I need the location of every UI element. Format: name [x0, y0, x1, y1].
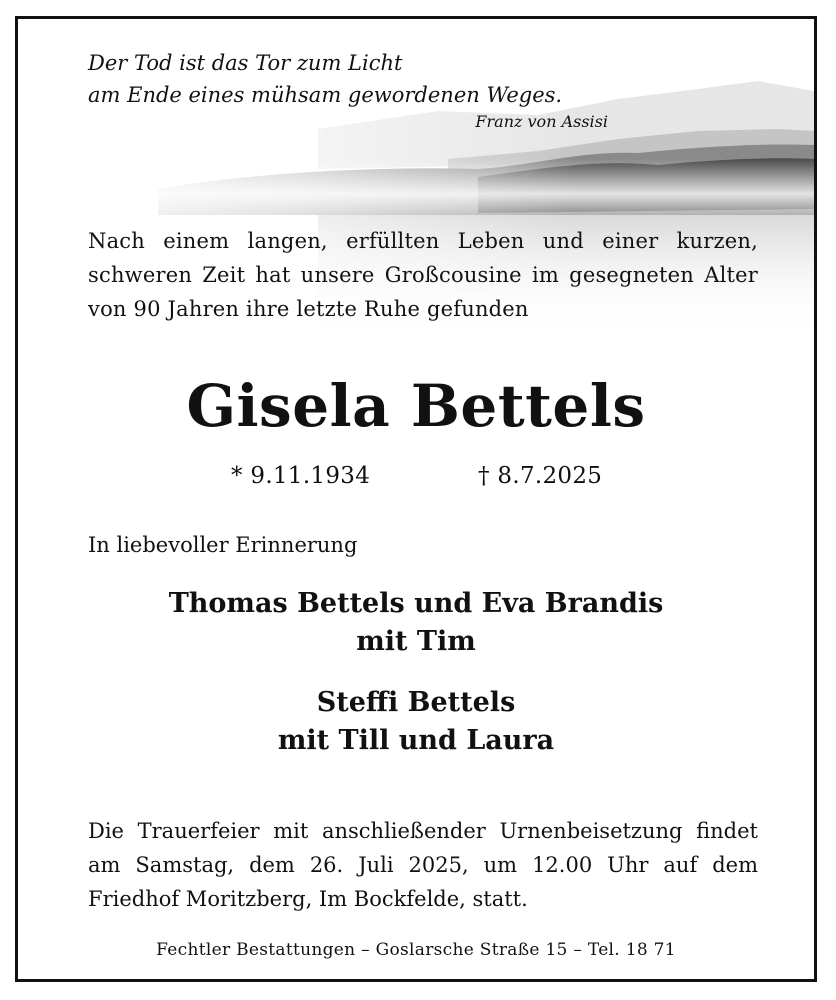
family-group-1-line-2: mit Tim	[356, 626, 476, 657]
quote-block	[88, 47, 608, 135]
quote-author: Franz von Assisi	[475, 112, 608, 131]
quote-line-1: Der Tod ist das Tor zum Licht	[88, 51, 403, 75]
family-group-1	[18, 585, 814, 661]
service-text: Die Trauerfeier mit anschließender Urnenbeisetzung findet am Samstag, dem 26. Juli 2025, um 12.00 Uhr auf dem Friedhof Moritzberg, Im Bockfelde, statt.	[88, 819, 758, 911]
family-group-1-line-1: Thomas Bettels und Eva Brandis	[168, 588, 664, 619]
family-group-2-line-2: mit Till und Laura	[277, 725, 555, 756]
obituary-frame	[15, 16, 817, 982]
intro-text: Nach einem langen, erfüllten Leben und einer kurzen, schweren Zeit hat unsere Großcousine im gesegneten Alter von 90 Jahren ihre letzte Ruhe gefunden	[88, 229, 758, 321]
death-date: † 8.7.2025	[478, 463, 603, 489]
funeral-home-footer: Fechtler Bestattungen – Goslarsche Straße 15 – Tel. 18 71	[156, 940, 676, 960]
family-group-2	[18, 684, 814, 760]
deceased-name: Gisela Bettels	[186, 372, 646, 440]
family-group-2-line-1: Steffi Bettels	[316, 687, 516, 718]
quote-line-2: am Ende eines mühsam gewordenen Weges.	[88, 83, 563, 107]
birth-date: * 9.11.1934	[231, 463, 371, 489]
memory-line: In liebevoller Erinnerung	[88, 533, 358, 557]
